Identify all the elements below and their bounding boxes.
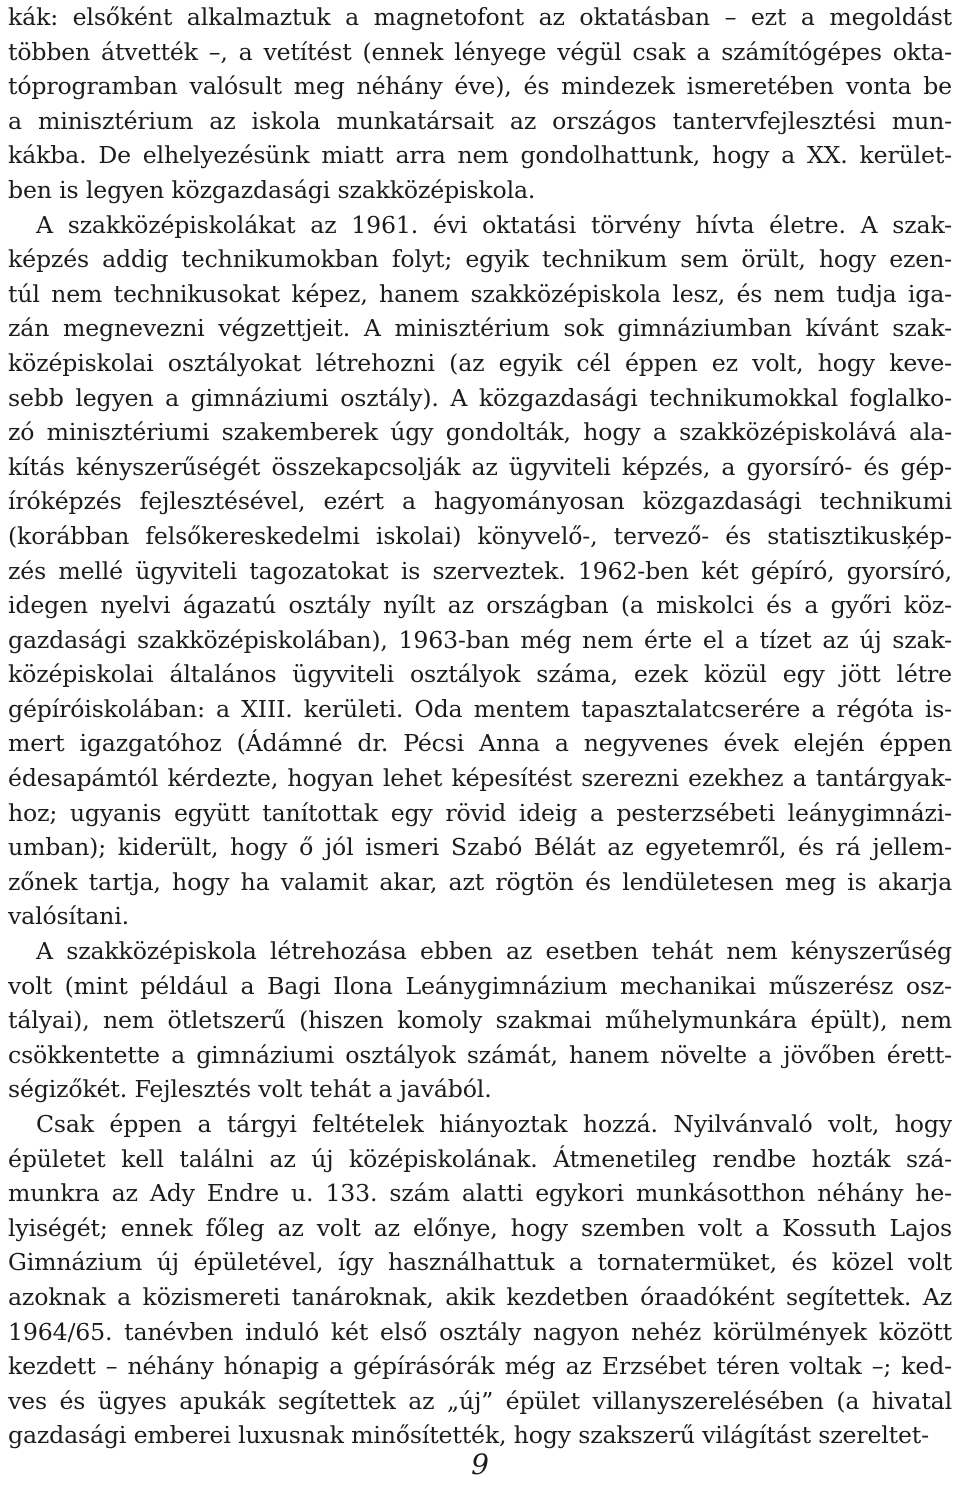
text-line: volt (mint például a Bagi Ilona Leánygimnázium mechanikai műszerész osz- — [8, 971, 952, 1000]
text-line: Gimnázium új épületével, így használhattuk a tornatermüket, és közel volt — [8, 1248, 952, 1277]
text-line: kákba. De elhelyezésünk miatt arra nem gondolhattunk, hogy a XX. kerület- — [8, 141, 952, 170]
text-line: azoknak a közismereti tanároknak, akik kezdetben óraadóként segítettek. Az — [8, 1282, 952, 1311]
text-line: gépíróiskolában: a XIII. kerületi. Oda mentem tapasztalatcserére a régóta is- — [8, 694, 952, 723]
text-line: valósítani. — [8, 902, 129, 931]
text-line: munkra az Ady Endre u. 133. szám alatti egykori munkásotthon néhány he- — [8, 1179, 952, 1208]
text-line: sebb legyen a gimnáziumi osztály). A közgazdasági technikumokkal foglalko- — [8, 383, 952, 412]
text-line: édesapámtól kérdezte, hogyan lehet képesítést szerezni ezekhez a tantárgyak- — [8, 764, 952, 793]
text-line: gazdasági szakközépiskolában), 1963-ban még nem érte el a tízet az új szak- — [8, 625, 952, 654]
text-line: tályai), nem ötletszerű (hiszen komoly szakmai műhelymunkára épült), nem — [8, 1006, 952, 1035]
text-line: íróképzés fejlesztésével, ezért a hagyományosan közgazdasági technikumi — [8, 487, 952, 516]
text-line: umban); kiderült, hogy ő jól ismeri Szabó Bélát az egyetemről, és rá jellem- — [8, 833, 952, 862]
text-line: hoz; ugyanis együtt tanítottak egy rövid ideig a pesterzsébeti leánygimnázi- — [8, 798, 952, 827]
text-line: a minisztérium az iskola munkatársait az országos tantervfejlesztési mun- — [8, 106, 952, 135]
text-line: ves és ügyes apukák segítettek az „új” épület villanyszerelésében (a hivatal — [8, 1386, 952, 1415]
text-line: zó minisztériumi szakemberek úgy gondolták, hogy a szakközépiskolává ala- — [8, 418, 952, 447]
text-line: gazdasági emberei luxusnak minősítették, hogy szakszerű világítást szereltet- — [8, 1421, 929, 1450]
text-line: ségizőkét. Fejlesztés volt tehát a javából. — [8, 1075, 492, 1104]
text-line: lyiségét; ennek főleg az volt az előnye, hogy szemben volt a Kossuth Lajos — [8, 1213, 952, 1242]
text-line: zés mellé ügyviteli tagozatokat is szerveztek. 1962-ben két gépíró, gyorsíró, — [8, 556, 952, 585]
text-line: 1964/65. tanévben induló két első osztály nagyon nehéz körülmények között — [8, 1317, 952, 1346]
text-line: kezdett – néhány hónapig a gépírásórák még az Erzsébet téren voltak –; ked- — [8, 1352, 952, 1381]
text-line: (korábban felsőkereskedelmi iskolai) könyvelő-, tervező- és statisztikusķép- — [8, 521, 952, 550]
text-line: középiskolai osztályokat létrehozni (az egyik cél éppen ez volt, hogy keve- — [8, 348, 952, 377]
text-line: tóprogramban valósult meg néhány éve), és mindezek ismeretében vonta be — [8, 72, 952, 101]
text-line: mert igazgatóhoz (Ádámné dr. Pécsi Anna a negyvenes évek elején éppen — [8, 729, 952, 758]
text-line: épületet kell találni az új középiskolának. Átmenetileg rendbe hozták szá- — [8, 1144, 952, 1173]
text-line: többen átvették –, a vetítést (ennek lényege végül csak a számítógépes okta- — [8, 37, 952, 66]
text-line: ben is legyen közgazdasági szakközépiskola. — [8, 175, 536, 204]
text-line: kítás kényszerűségét összekapcsolják az ügyviteli képzés, a gyorsíró- és gép- — [8, 452, 952, 481]
text-line: idegen nyelvi ágazatú osztály nyílt az országban (a miskolci és a győri köz- — [8, 591, 952, 620]
text-line: csökkentette a gimnáziumi osztályok számát, hanem növelte a jövőben érett- — [8, 1040, 952, 1069]
text-line: A szakközépiskolákat az 1961. évi oktatási törvény hívta életre. A szak- — [36, 210, 952, 239]
page-number: 9 — [471, 1448, 489, 1481]
text-line: Csak éppen a tárgyi feltételek hiányoztak hozzá. Nyilvánvaló volt, hogy — [36, 1110, 952, 1138]
text-line: kák: elsőként alkalmaztuk a magnetofont az oktatásban – ezt a megoldást — [8, 3, 952, 31]
text-line: képzés addig technikumokban folyt; egyik technikum sem örült, hogy ezen- — [8, 245, 952, 274]
text-line: zőnek tartja, hogy ha valamit akar, azt rögtön és lendületesen meg is akarja — [8, 867, 952, 896]
text-line: túl nem technikusokat képez, hanem szakközépiskola lesz, és nem tudja iga- — [8, 279, 952, 308]
text-line: zán megnevezni végzettjeit. A minisztérium sok gimnáziumban kívánt szak- — [8, 314, 952, 343]
text-line: A szakközépiskola létrehozása ebben az esetben tehát nem kényszerűség — [36, 937, 952, 966]
text-line: középiskolai általános ügyviteli osztályok száma, ezek közül egy jött létre — [8, 660, 952, 689]
body-text — [8, 0, 952, 1453]
